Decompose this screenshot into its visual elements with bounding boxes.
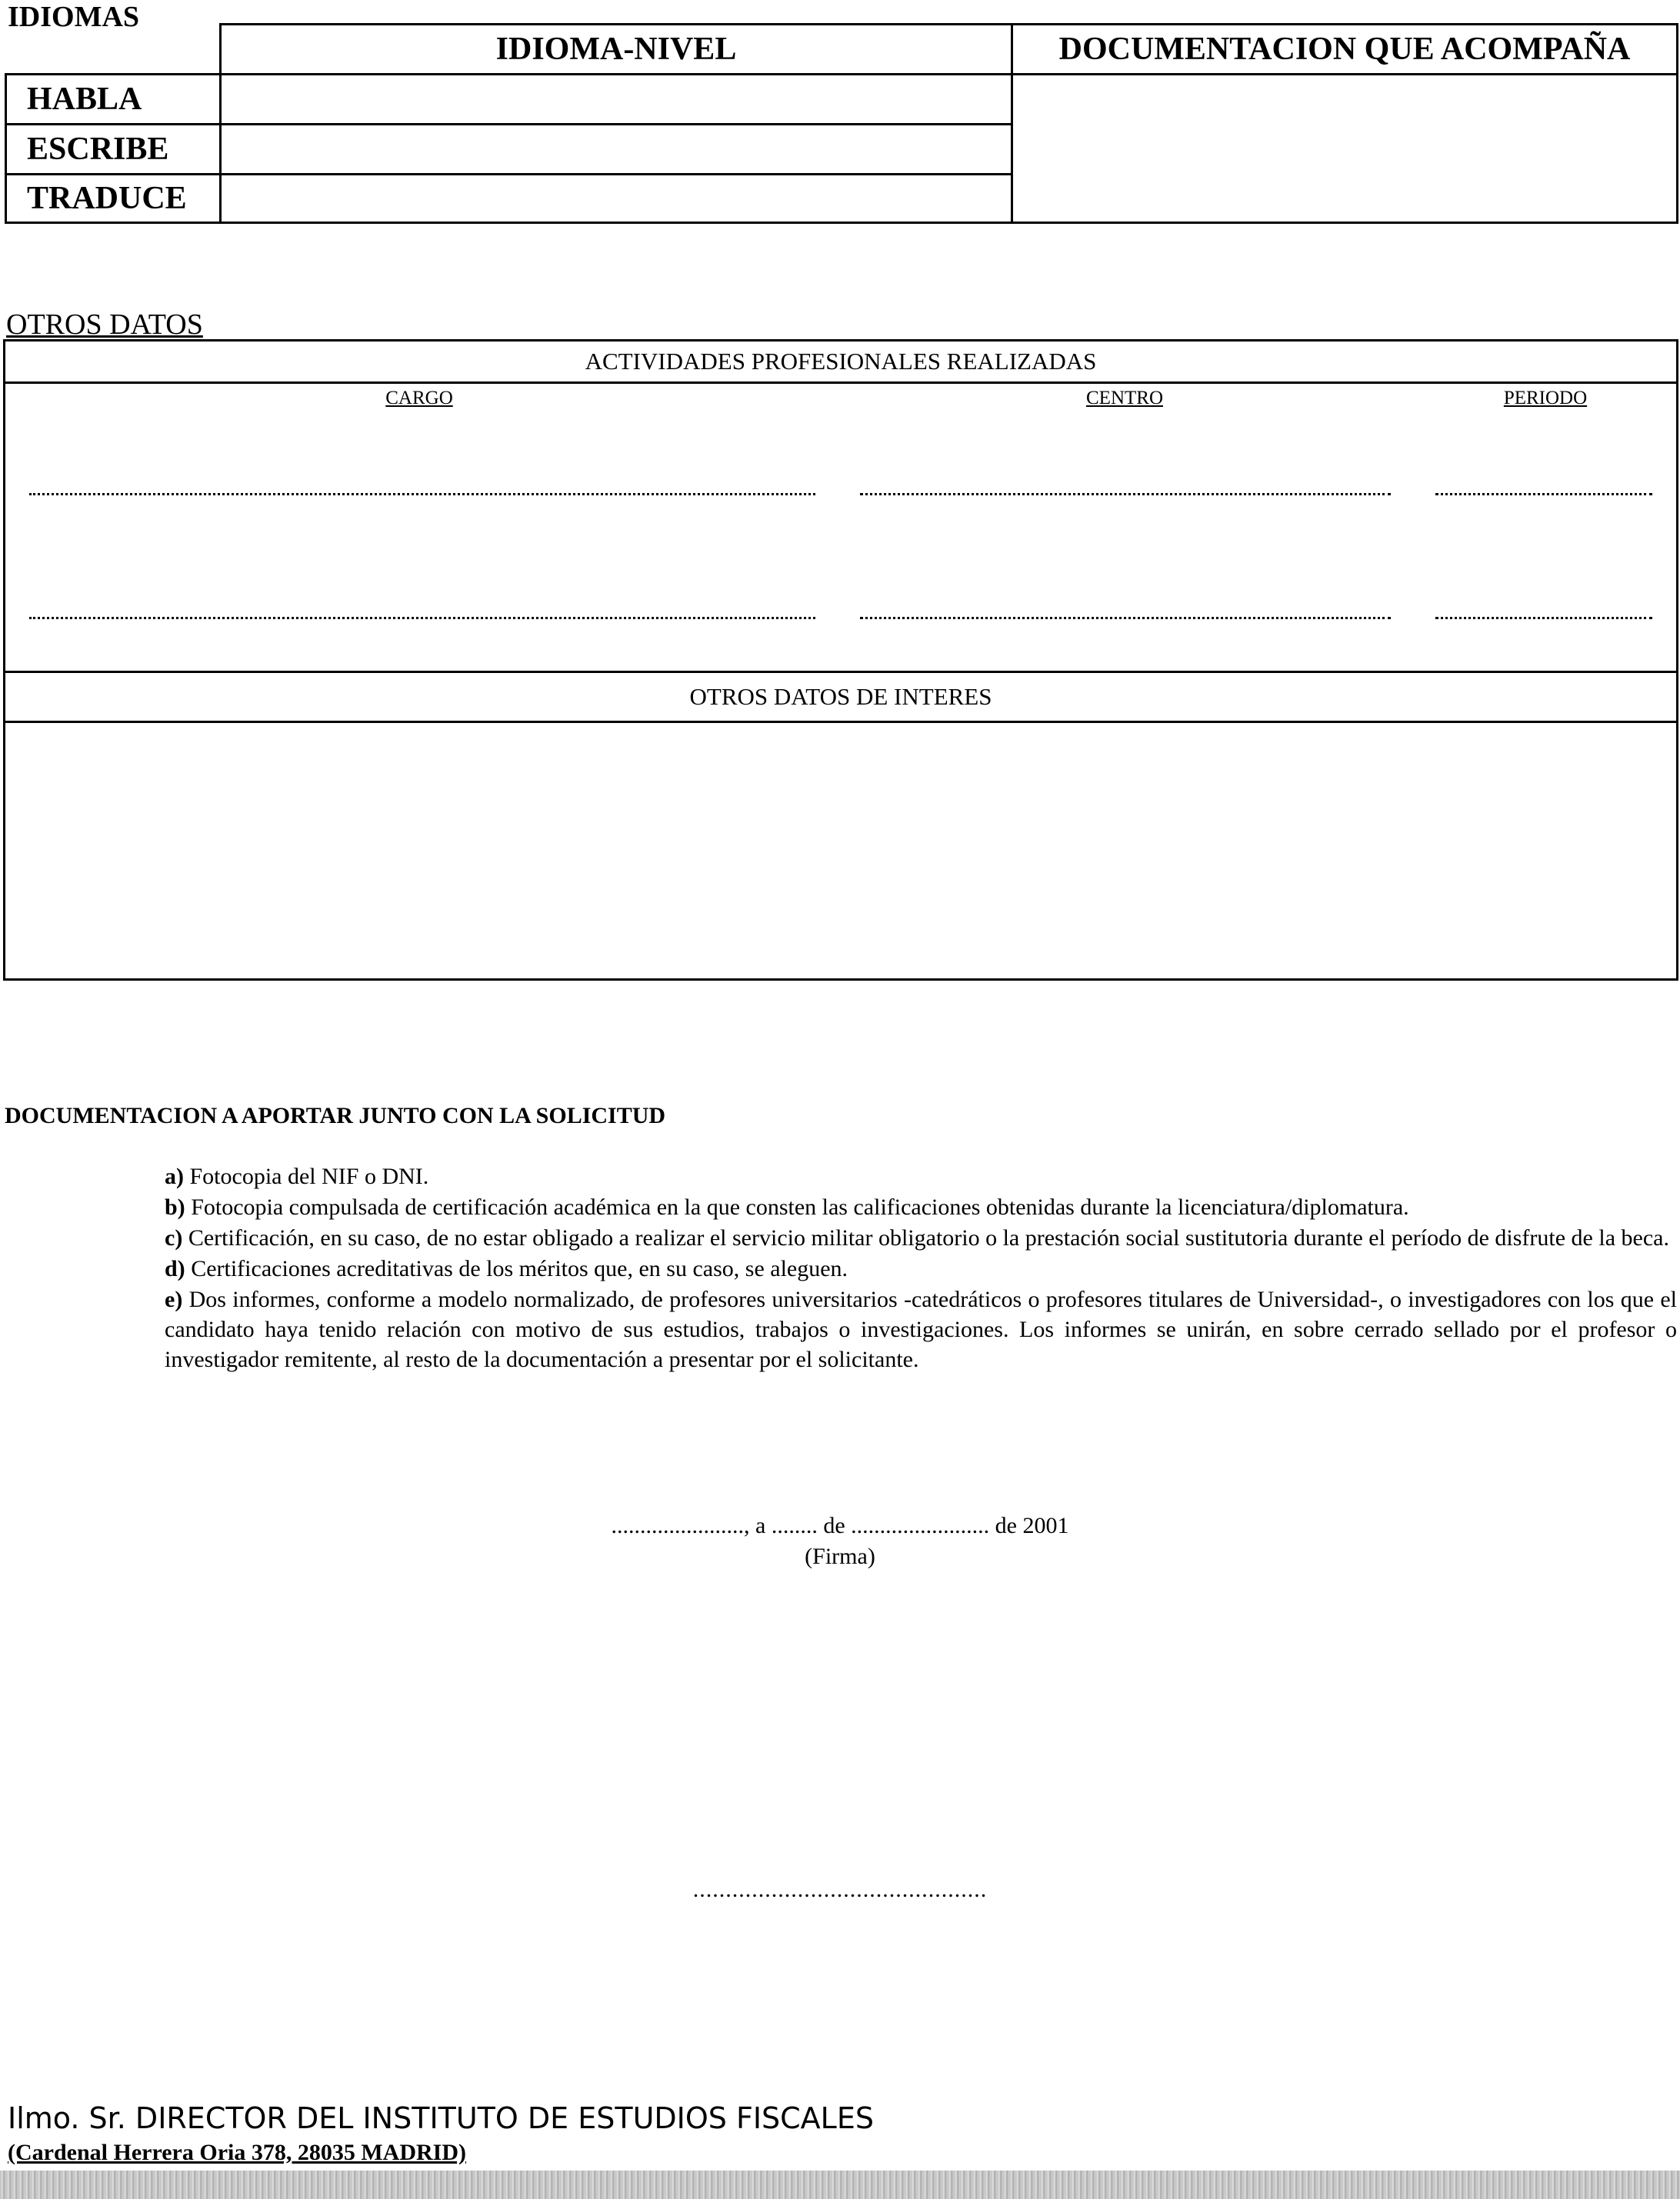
- address: (Cardenal Herrera Oria 378, 28035 MADRID): [8, 2140, 466, 2165]
- traduce-field[interactable]: [219, 173, 1013, 224]
- firma-label: (Firma): [805, 1544, 875, 1569]
- row-traduce-label: TRADUCE: [5, 173, 222, 224]
- col-cargo: CARGO: [385, 388, 453, 408]
- cargo-line-1[interactable]: [29, 493, 815, 495]
- scan-noise-band: [0, 2171, 1680, 2199]
- list-item: c) Certificación, en su caso, de no estar obligado a realizar el servicio militar obligatorio o la prestación social sustitutoria durante el período de disfrute de la beca.: [165, 1225, 1669, 1251]
- periodo-line-1[interactable]: [1435, 493, 1652, 495]
- interes-field[interactable]: [8, 726, 1672, 977]
- cargo-line-2[interactable]: [29, 617, 815, 619]
- documentacion-heading: DOCUMENTACION A APORTAR JUNTO CON LA SOLICITUD: [5, 1103, 666, 1128]
- actividades-header: ACTIVIDADES PROFESIONALES REALIZADAS: [3, 339, 1678, 384]
- addressee: Ilmo. Sr. DIRECTOR DEL INSTITUTO DE ESTUDIOS FISCALES: [8, 2101, 874, 2135]
- idiomas-title: IDIOMAS: [8, 1, 140, 33]
- documentacion-list: [165, 1161, 1677, 1374]
- documentacion-acompana-header: DOCUMENTACION QUE ACOMPAÑA: [1011, 23, 1678, 75]
- periodo-line-2[interactable]: [1435, 617, 1652, 619]
- escribe-field[interactable]: [219, 123, 1013, 175]
- list-item: e) Dos informes, conforme a modelo normalizado, de profesores universitarios -catedráticos o profesores titulares de Universidad-, o investigadores con los que el candidato haya tenido relación con motivo de sus estudios, trabajos o investigaciones. Los informes se unirán, en sobre cerrado sellado por el profesor o investigador remitente, al resto de la documentación a presentar por el solicitante.: [165, 1287, 1677, 1372]
- list-item: b) Fotocopia compulsada de certificación académica en la que consten las calificaciones obtenidas durante la licenciatura/diplomatura.: [165, 1194, 1409, 1220]
- interes-header: OTROS DATOS DE INTERES: [3, 671, 1678, 723]
- row-escribe-label: ESCRIBE: [5, 123, 222, 175]
- list-item: d) Certificaciones acreditativas de los méritos que, en su caso, se aleguen.: [165, 1256, 848, 1281]
- date-place-line[interactable]: ......................., a ........ de ........................ de 2001: [611, 1513, 1069, 1538]
- habla-field[interactable]: [219, 73, 1013, 125]
- documentacion-acompana-field[interactable]: [1011, 73, 1678, 224]
- idioma-nivel-header: IDIOMA-NIVEL: [219, 23, 1013, 75]
- signature-line[interactable]: .............................................: [692, 1877, 988, 1902]
- col-periodo: PERIODO: [1503, 388, 1588, 408]
- centro-line-2[interactable]: [860, 617, 1391, 619]
- col-centro: CENTRO: [1086, 388, 1163, 408]
- list-item: a) Fotocopia del NIF o DNI.: [165, 1164, 429, 1189]
- centro-line-1[interactable]: [860, 493, 1391, 495]
- otros-datos-title: OTROS DATOS: [6, 308, 203, 341]
- row-habla-label: HABLA: [5, 73, 222, 125]
